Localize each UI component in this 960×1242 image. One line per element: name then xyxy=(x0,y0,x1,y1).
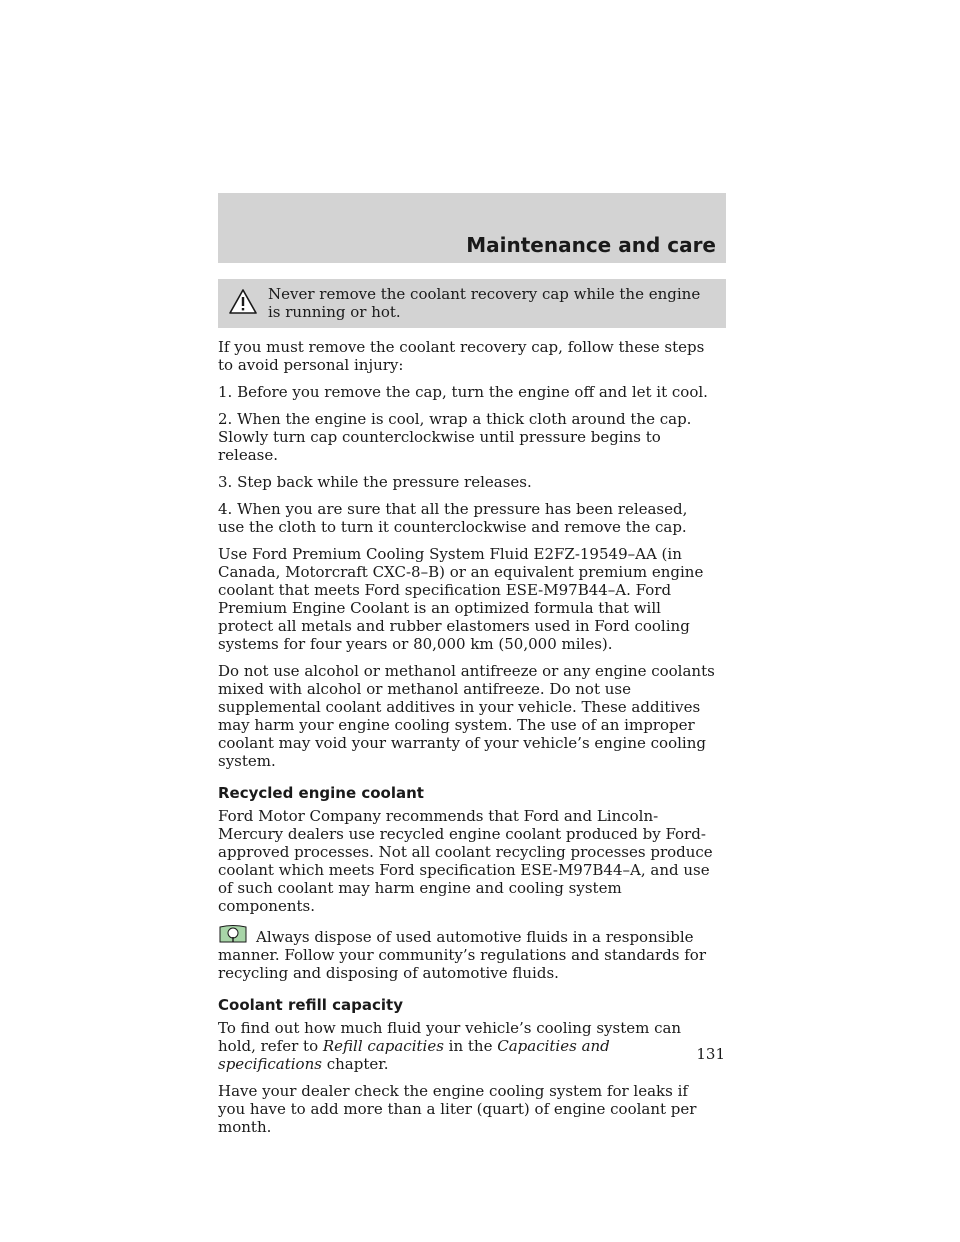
dealer-check-paragraph: Have your dealer check the engine cooling system for leaks if you have to add more than a liter (quart) of engine coolant per month. xyxy=(218,1082,697,1136)
environment-note xyxy=(218,924,718,982)
warning-box xyxy=(218,279,726,328)
step-3: 3. Step back while the pressure releases. xyxy=(218,473,532,491)
step-4: 4. When you are sure that all the pressure has been released, use the cloth to turn it counterclockwise and remove the cap. xyxy=(218,500,688,536)
coolant-fluid-paragraph: Use Ford Premium Cooling System Fluid E2FZ-19549–AA (in Canada, Motorcraft CXC-8–B) or an equivalent premium engine coolant that meets Ford specification ESE-M97B44–A. Ford Premium Engine Coolant is an optimized formula that will protect all metals and rubber elastomers used in Ford cooling systems for four years or 80,000 km (50,000 miles). xyxy=(218,545,704,653)
recycled-coolant-heading: Recycled engine coolant xyxy=(218,784,424,802)
page-number: 131 xyxy=(696,1045,725,1063)
environment-note-text: Always dispose of used automotive fluids in a responsible manner. Follow your community’s regulations and standards for recycling and disposing of automotive fluids. xyxy=(218,928,706,982)
main-content xyxy=(218,338,718,1145)
capacities-chapter-reference: Capacities and specifications xyxy=(218,1037,610,1073)
warning-triangle-icon xyxy=(228,288,258,315)
step-2: 2. When the engine is cool, wrap a thick cloth around the cap. Slowly turn cap counterclockwise until pressure begins to release. xyxy=(218,410,692,464)
refill-text-prefix: To find out how much fluid your vehicle’s cooling system can hold, refer to xyxy=(218,1019,682,1055)
environment-tree-icon xyxy=(218,924,248,946)
refill-capacity-heading: Coolant refill capacity xyxy=(218,996,404,1014)
alcohol-warning-paragraph: Do not use alcohol or methanol antifreeze or any engine coolants mixed with alcohol or methanol antifreeze. Do not use supplemental coolant additives in your vehicle. These additives may harm your engine cooling system. The use of an improper coolant may void your warranty of your vehicle’s engine cooling system. xyxy=(218,662,715,770)
warning-text: Never remove the coolant recovery cap while the engine is running or hot. xyxy=(268,285,701,321)
step-1: 1. Before you remove the cap, turn the engine off and let it cool. xyxy=(218,383,708,401)
refill-capacity-paragraph xyxy=(218,1019,718,1073)
refill-text-suffix: chapter. xyxy=(321,1055,389,1073)
intro-paragraph: If you must remove the coolant recovery cap, follow these steps to avoid personal injury: xyxy=(218,338,705,374)
refill-text-mid: in the xyxy=(443,1037,498,1055)
refill-capacities-reference: Refill capacities xyxy=(322,1037,444,1055)
recycled-coolant-paragraph: Ford Motor Company recommends that Ford and Lincoln-Mercury dealers use recycled engine coolant produced by Ford-approved processes. Not all coolant recycling processes produce coolant which meets Ford specification ESE-M97B44–A, and use of such coolant may harm engine and cooling system components. xyxy=(218,807,713,915)
page-title: Maintenance and care xyxy=(466,233,716,257)
header-band xyxy=(218,193,726,263)
